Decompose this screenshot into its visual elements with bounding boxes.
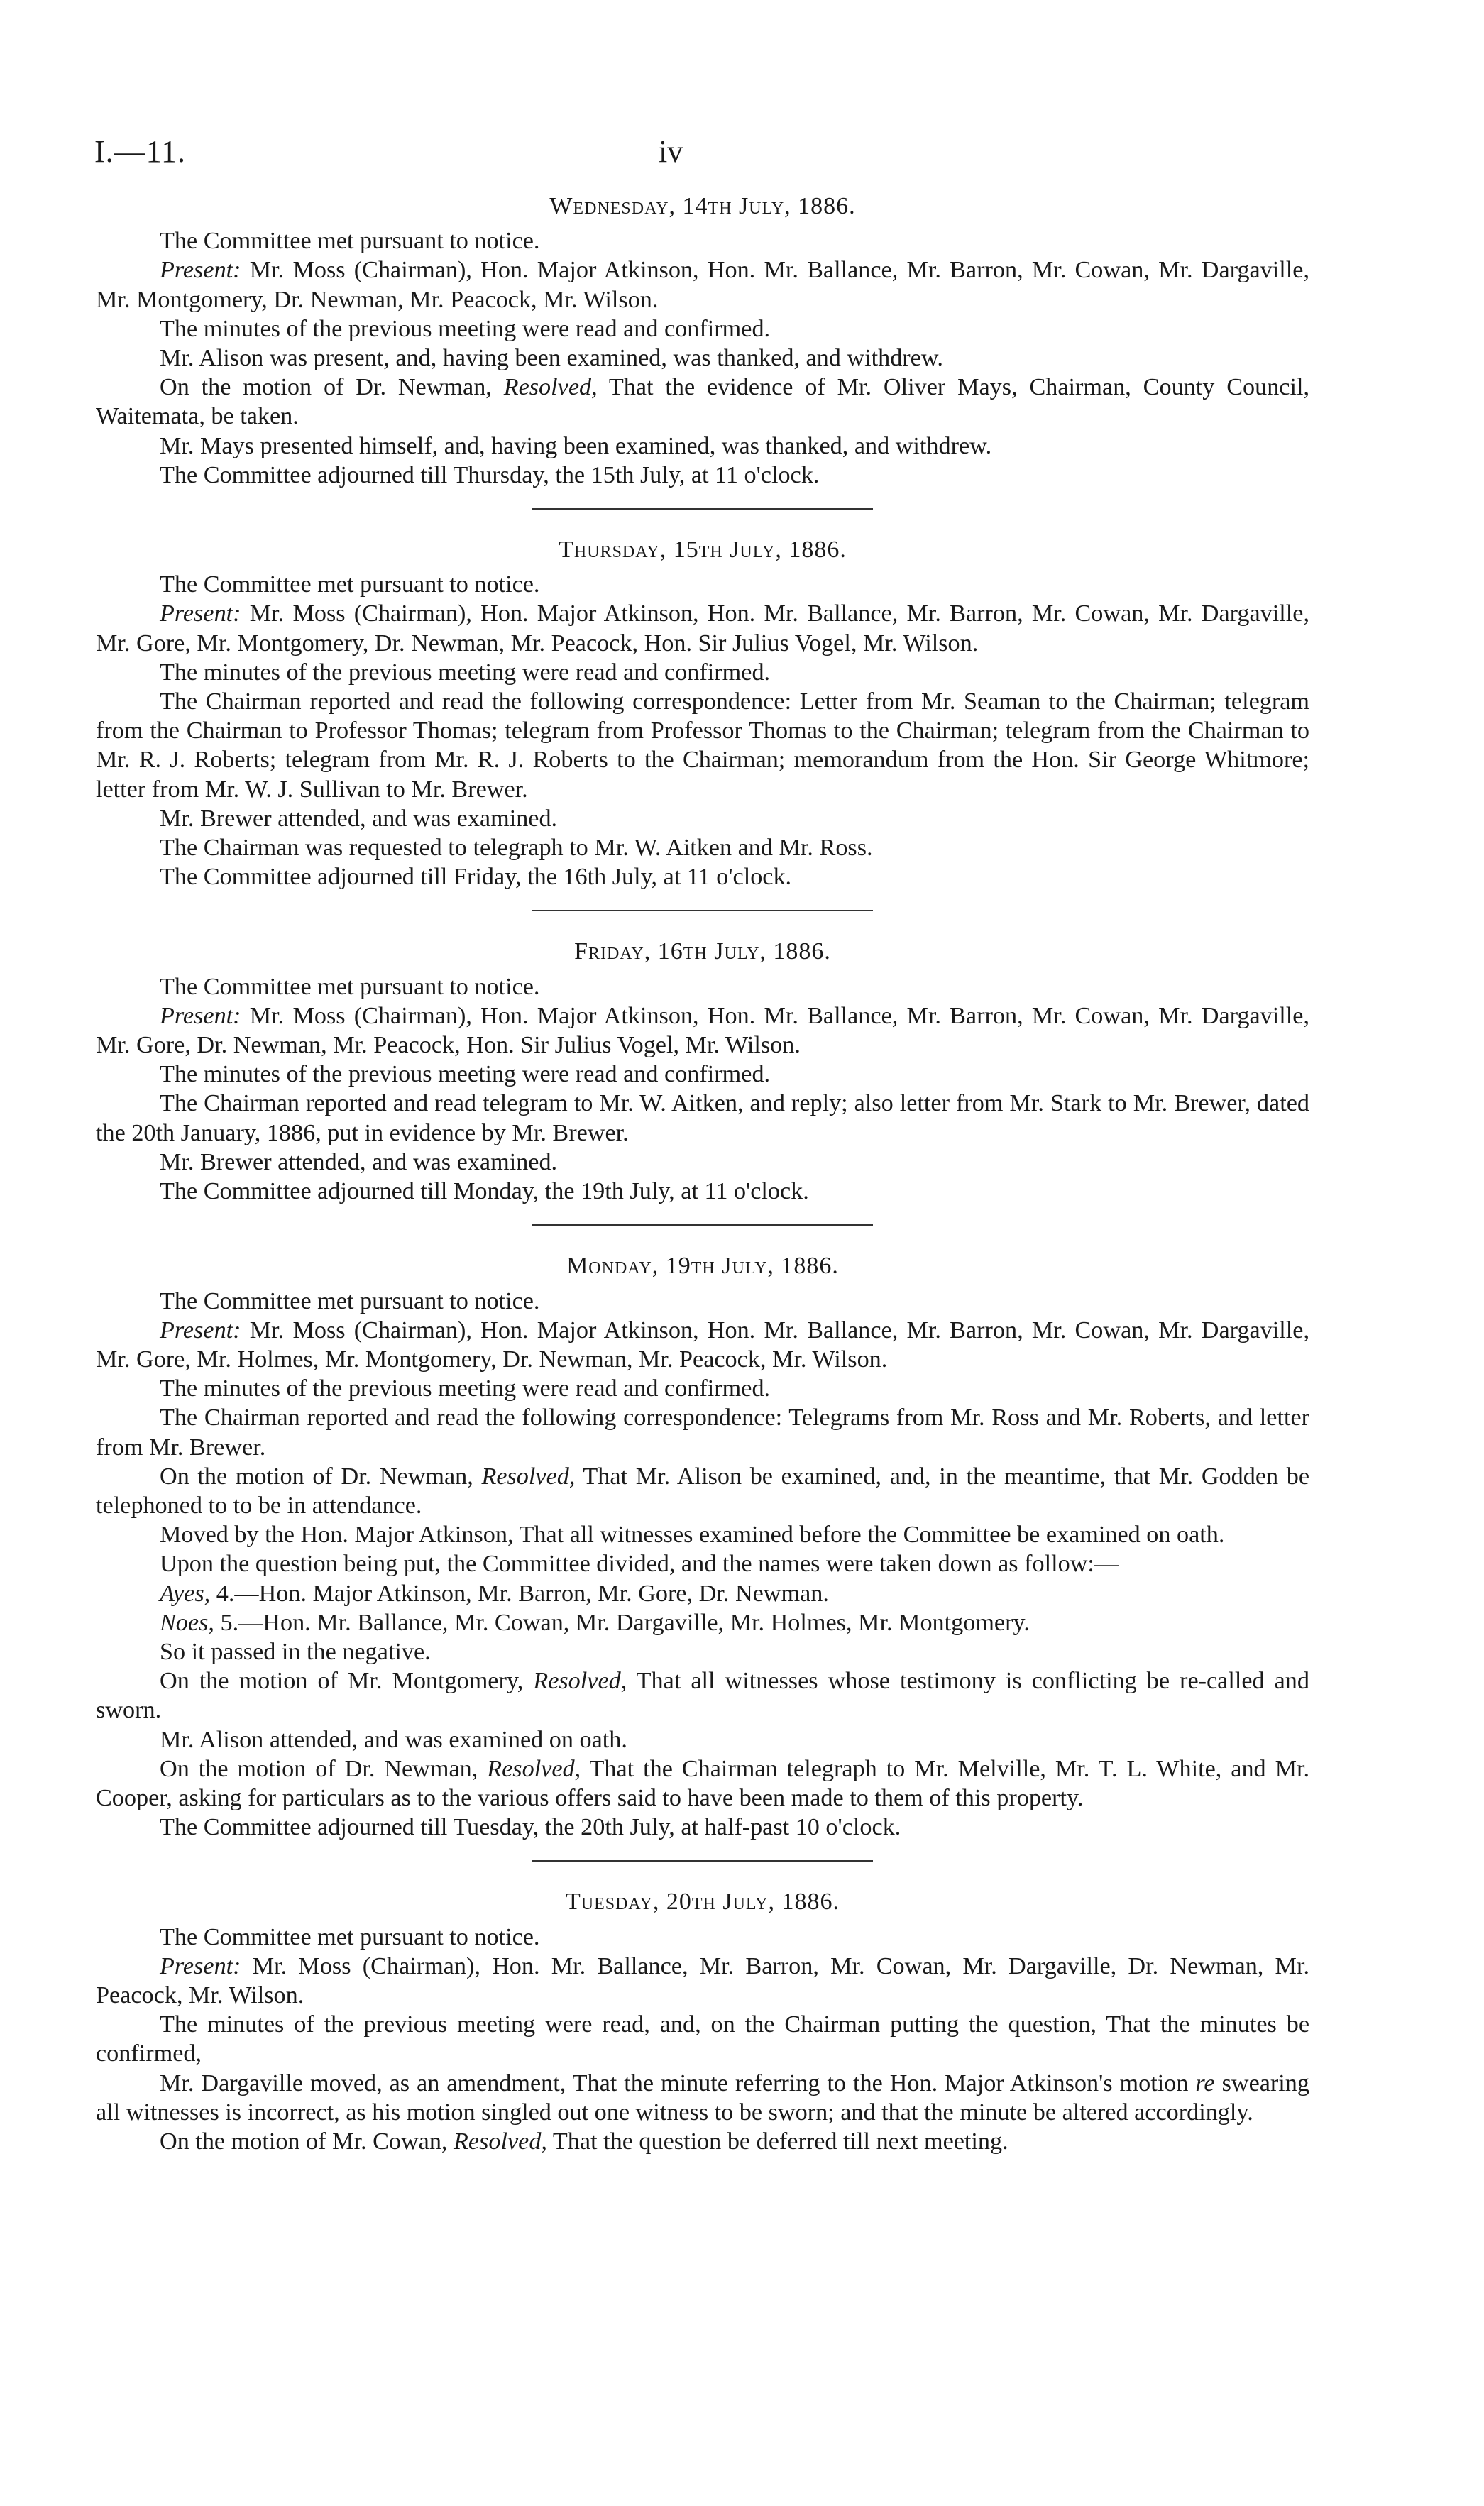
section-divider — [532, 508, 873, 510]
session-date-heading: Friday, 16th July, 1886. — [574, 938, 831, 965]
paragraph-text: The Committee adjourned till Friday, the 16th July, at 11 o'clock. — [160, 864, 792, 891]
session-date-heading: Monday, 19th July, 1886. — [566, 1253, 839, 1280]
minutes-paragraph — [96, 344, 1309, 373]
minutes-paragraph — [96, 1148, 1309, 1177]
paragraph-text: 4.—Hon. Major Atkinson, Mr. Barron, Mr. Gore, Dr. Newman. — [210, 1580, 829, 1607]
minutes-paragraph — [96, 1520, 1309, 1549]
paragraph-text: Upon the question being put, the Committee divided, and the names were taken down as follow:— — [160, 1551, 1119, 1578]
paragraph-text: The minutes of the previous meeting were read and confirmed. — [160, 1375, 771, 1402]
paragraph-text: The Committee met pursuant to notice. — [160, 1287, 540, 1314]
minutes-session — [96, 1251, 1309, 1842]
minutes-paragraph — [96, 255, 1309, 314]
minutes-session — [96, 535, 1309, 891]
paragraph-text: Mr. Mays presented himself, and, having been examined, was thanked, and withdrew. — [160, 432, 992, 459]
paragraph-emphasis: re — [1195, 2070, 1215, 2096]
paragraph-text: The Committee met pursuant to notice. — [160, 228, 540, 255]
minutes-paragraph — [96, 314, 1309, 344]
minutes-paragraph — [96, 1637, 1309, 1666]
paragraph-lead: Present: — [160, 1952, 241, 1979]
paragraph-text: The minutes of the previous meeting were read and confirmed. — [160, 659, 771, 686]
paragraph-text: On the motion of Dr. Newman, — [160, 1463, 482, 1490]
paragraph-text: On the motion of Mr. Cowan, — [160, 2128, 454, 2155]
paragraph-text: Mr. Moss (Chairman), Hon. Major Atkinson, Hon. Mr. Ballance, Mr. Barron, Mr. Cowan, Mr. Dargaville, Mr. Gore, Mr. Montgomery, Dr. Newman, Mr. Peacock, Hon. Sir Julius Vogel, Mr. Wilson. — [96, 600, 1309, 656]
paragraph-emphasis: Resolved, — [454, 2128, 547, 2155]
minutes-paragraph — [96, 1089, 1309, 1147]
paragraph-text: Mr. Moss (Chairman), Hon. Mr. Ballance, Mr. Barron, Mr. Cowan, Mr. Dargaville, Dr. Newman, Mr. Peacock, Mr. Wilson. — [96, 1952, 1309, 2008]
section-divider — [532, 1860, 873, 1862]
section-divider — [532, 1224, 873, 1226]
paragraph-text: The minutes of the previous meeting were read, and, on the Chairman putting the question, That the minutes be confirmed, — [96, 2011, 1309, 2067]
paragraph-emphasis: Resolved, — [503, 374, 598, 401]
paragraph-text: So it passed in the negative. — [160, 1638, 431, 1665]
minutes-paragraph — [96, 658, 1309, 687]
paragraph-text: Mr. Dargaville moved, as an amendment, That the minute referring to the Hon. Major Atkinson's motion — [160, 2070, 1196, 2096]
minutes-paragraph — [96, 1923, 1309, 1952]
minutes-paragraph — [96, 1549, 1309, 1578]
minutes-paragraph — [96, 833, 1309, 862]
minutes-session — [96, 937, 1309, 1206]
paragraph-lead: Ayes, — [160, 1580, 211, 1607]
minutes-paragraph — [96, 1754, 1309, 1813]
paragraph-text-continued: That the question be deferred till next meeting. — [546, 2128, 1008, 2155]
paragraph-text: The Committee adjourned till Tuesday, the 20th July, at half-past 10 o'clock. — [160, 1814, 901, 1841]
paragraph-emphasis: Resolved, — [481, 1463, 576, 1490]
minutes-paragraph — [96, 804, 1309, 833]
minutes-paragraph — [96, 1666, 1309, 1725]
paragraph-text: The Committee met pursuant to notice. — [160, 571, 540, 598]
document-code: I.—11. — [94, 134, 187, 169]
paragraph-text: The Chairman was requested to telegraph to Mr. W. Aitken and Mr. Ross. — [160, 835, 873, 862]
paragraph-text-continued: That the evidence of Mr. Oliver Mays, Chairman, County Council, Waitemata, be taken. — [96, 374, 1310, 430]
paragraph-text: The Committee met pursuant to notice. — [160, 1923, 540, 1950]
paragraph-text: The minutes of the previous meeting were read and confirmed. — [160, 1061, 771, 1088]
paragraph-text: The Chairman reported and read the following correspondence: Letter from Mr. Seaman to the Chairman; telegram from the Chairman to Professor Thomas; telegram from Professor Thomas to the Chairman; telegram from the Chairman to Mr. R. J. Roberts; telegram from Mr. R. J. Roberts to the Chairman; memorandum from the Hon. Sir George Whitmore; letter from Mr. W. J. Sullivan to Mr. Brewer. — [96, 688, 1309, 803]
minutes-paragraph — [96, 2010, 1309, 2068]
paragraph-text: On the motion of Dr. Newman, — [160, 374, 504, 401]
minutes-paragraph — [96, 2069, 1309, 2127]
session-date-heading: Wednesday, 14th July, 1886. — [549, 193, 856, 219]
minutes-paragraph — [96, 1725, 1309, 1754]
minutes-paragraph — [96, 1001, 1309, 1060]
paragraph-text: Moved by the Hon. Major Atkinson, That all witnesses examined before the Committee be examined on oath. — [160, 1522, 1225, 1549]
paragraph-emphasis: Resolved, — [487, 1755, 581, 1782]
minutes-paragraph — [96, 1374, 1309, 1403]
paragraph-lead: Noes, — [160, 1609, 214, 1636]
page-header — [94, 133, 1308, 176]
paragraph-text-continued: That the Chairman telegraph to Mr. Melville, Mr. T. L. White, and Mr. Cooper, asking for particulars as to the various offers said to have been made to them of this property. — [96, 1755, 1310, 1811]
minutes-paragraph — [96, 1316, 1309, 1374]
section-divider — [532, 910, 873, 911]
paragraph-text: Mr. Alison was present, and, having been examined, was thanked, and withdrew. — [160, 345, 943, 372]
paragraph-text-continued: That Mr. Alison be examined, and, in the meantime, that Mr. Godden be telephoned to to be in attendance. — [96, 1463, 1309, 1519]
paragraph-text: On the motion of Mr. Montgomery, — [160, 1668, 534, 1695]
paragraph-text: The Committee met pursuant to notice. — [160, 973, 540, 1000]
paragraph-text: The Chairman reported and read the following correspondence: Telegrams from Mr. Ross and Mr. Roberts, and letter from Mr. Brewer. — [96, 1405, 1309, 1461]
session-date-heading: Tuesday, 20th July, 1886. — [565, 1889, 840, 1916]
minutes-paragraph — [96, 226, 1309, 255]
paragraph-text: The Committee adjourned till Thursday, the 15th July, at 11 o'clock. — [160, 461, 820, 488]
minutes-session — [96, 192, 1309, 490]
minutes-paragraph — [96, 1462, 1309, 1520]
session-date-heading: Thursday, 15th July, 1886. — [559, 537, 847, 564]
paragraph-text: The Committee adjourned till Monday, the 19th July, at 11 o'clock. — [160, 1178, 809, 1205]
minutes-paragraph — [96, 972, 1309, 1001]
minutes-paragraph — [96, 1813, 1309, 1842]
minutes-paragraph — [96, 1287, 1309, 1316]
minutes-paragraph — [96, 1403, 1309, 1461]
minutes-paragraph — [96, 862, 1309, 891]
paragraph-lead: Present: — [160, 257, 241, 284]
paragraph-text: The Chairman reported and read telegram to Mr. W. Aitken, and reply; also letter from Mr. Stark to Mr. Brewer, dated the 20th January, 1886, put in evidence by Mr. Brewer. — [96, 1090, 1309, 1146]
paragraph-emphasis: Resolved, — [533, 1668, 627, 1695]
minutes-paragraph — [96, 1608, 1309, 1637]
paragraph-lead: Present: — [160, 1002, 241, 1029]
paragraph-text: Mr. Alison attended, and was examined on oath. — [160, 1726, 627, 1753]
minutes-paragraph — [96, 1177, 1309, 1206]
page-number: iv — [659, 134, 683, 169]
minutes-paragraph — [96, 1060, 1309, 1089]
paragraph-text: Mr. Brewer attended, and was examined. — [160, 805, 558, 832]
minutes-paragraph — [96, 432, 1309, 461]
minutes-paragraph — [96, 373, 1309, 431]
minutes-paragraph — [96, 461, 1309, 490]
paragraph-text: Mr. Moss (Chairman), Hon. Major Atkinson, Hon. Mr. Ballance, Mr. Barron, Mr. Cowan, Mr. Dargaville, Mr. Gore, Mr. Holmes, Mr. Montgomery, Dr. Newman, Mr. Peacock, Mr. Wilson. — [96, 1317, 1309, 1373]
minutes-paragraph — [96, 1579, 1309, 1608]
paragraph-lead: Present: — [160, 600, 241, 627]
minutes-session — [96, 1887, 1309, 2156]
minutes-paragraph — [96, 1952, 1309, 2010]
paragraph-text-continued: That all witnesses whose testimony is conflicting be re-called and sworn. — [96, 1668, 1309, 1724]
minutes-paragraph — [96, 570, 1309, 599]
paragraph-text: Mr. Moss (Chairman), Hon. Major Atkinson, Hon. Mr. Ballance, Mr. Barron, Mr. Cowan, Mr. Dargaville, Mr. Gore, Dr. Newman, Mr. Peacock, Hon. Sir Julius Vogel, Mr. Wilson. — [96, 1002, 1309, 1059]
paragraph-text-continued: swearing all witnesses is incorrect, as his motion singled out one witness to be sworn; and that the minute be altered accordingly. — [96, 2070, 1309, 2126]
paragraph-text: Mr. Brewer attended, and was examined. — [160, 1148, 558, 1175]
minutes-paragraph — [96, 687, 1309, 804]
minutes-content — [96, 192, 1309, 2156]
paragraph-text: On the motion of Dr. Newman, — [160, 1755, 488, 1782]
minutes-paragraph — [96, 2127, 1309, 2156]
paragraph-lead: Present: — [160, 1317, 241, 1343]
paragraph-text: Mr. Moss (Chairman), Hon. Major Atkinson, Hon. Mr. Ballance, Mr. Barron, Mr. Cowan, Mr. Dargaville, Mr. Montgomery, Dr. Newman, Mr. Peacock, Mr. Wilson. — [96, 257, 1309, 313]
paragraph-text: The minutes of the previous meeting were read and confirmed. — [160, 315, 771, 342]
paragraph-text: 5.—Hon. Mr. Ballance, Mr. Cowan, Mr. Dargaville, Mr. Holmes, Mr. Montgomery. — [214, 1609, 1030, 1636]
minutes-paragraph — [96, 599, 1309, 657]
